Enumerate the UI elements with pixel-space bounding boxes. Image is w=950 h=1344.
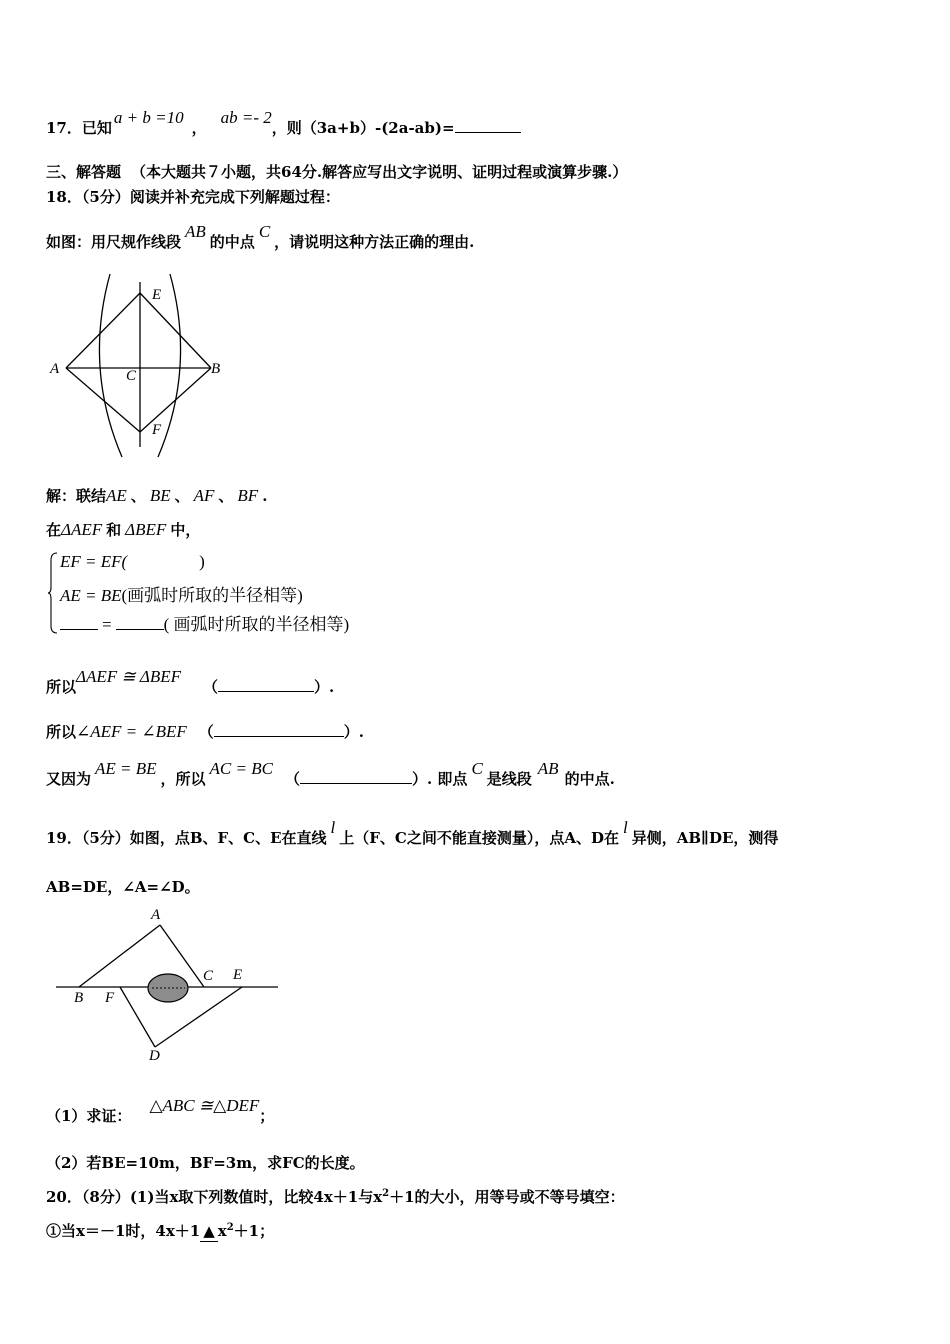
answer-blank[interactable] <box>60 615 98 630</box>
system-row-2: AE = BE(画弧时所取的半径相等) <box>60 586 303 605</box>
arc-from-b <box>99 274 122 457</box>
q18-conclusion-3: 又因为AE = BE，所以AC = BC（ ）. 即点C是线段AB的中点. <box>46 759 615 788</box>
q17-line: 17．已知a + b =10，ab =- 2，则（3a+b）-(2a-ab)= <box>46 116 521 138</box>
question-number: 20． <box>46 1188 82 1206</box>
q19-text-2: AB=DE，∠A=∠D。 <box>46 878 200 896</box>
q18-solution-start: 解：联结AE 、 BE 、 AF 、 BF . <box>46 486 268 505</box>
q18-triangles: 在ΔAEF 和 ΔBEF 中， <box>46 520 201 539</box>
question-number: 19． <box>46 829 82 847</box>
q18-conclusion-2: 所以∠AEF = ∠BEF （ ）. <box>46 722 365 741</box>
q18-title: 18．（5分）阅读并补充完成下列解题过程： <box>46 188 340 206</box>
section-heading: 三、解答题 （本大题共７小题，共64分.解答应写出文字说明、证明过程或演算步骤.） <box>46 163 628 181</box>
label-e: E <box>152 287 162 303</box>
q20-text: 20．（8分）(1)当x取下列数值时，比较4x＋1与$x^2+1$的大小，用等号或不等号填空： <box>46 1188 625 1206</box>
q19-part-2: （2）若BE=10m，BF=3m，求FC的长度。 <box>46 1154 365 1172</box>
q20-item-1: ①当x＝－1时，4x＋1 ▲ $x^2+1$； <box>46 1222 275 1240</box>
left-brace <box>48 552 58 634</box>
answer-blank[interactable] <box>218 675 314 692</box>
question-number: 17． <box>46 119 82 137</box>
label-c: C <box>203 968 214 984</box>
label-b: B <box>74 990 84 1006</box>
midpoint-construction-figure <box>44 272 234 462</box>
q19-part-1: （1）求证：△ABC ≅△DEF； <box>46 1096 275 1125</box>
comparison-blank[interactable]: ▲ <box>200 1221 218 1242</box>
label-d: D <box>149 1048 160 1064</box>
math-expression: ab =- 2 <box>220 108 272 127</box>
system-row-3: = ( 画弧时所取的半径相等) <box>60 610 349 635</box>
label-a: A <box>50 361 60 377</box>
answer-blank[interactable] <box>300 767 412 784</box>
label-c: C <box>126 368 137 384</box>
label-f: F <box>152 422 162 438</box>
answer-blank[interactable] <box>455 116 521 133</box>
answer-blank[interactable] <box>214 720 344 737</box>
segment-ab <box>79 925 160 987</box>
q18-conclusion-1: 所以ΔAEF ≅ ΔBEF（ ）. <box>46 667 335 696</box>
system-row-1: EF = EF( ) <box>60 552 205 571</box>
label-e: E <box>233 967 243 983</box>
answer-blank[interactable] <box>116 615 164 630</box>
math-expression: a + b =10 <box>113 108 184 127</box>
label-f: F <box>105 990 115 1006</box>
label-b: B <box>211 361 221 377</box>
q19-text-1: 19．（5分）如图，点B、F、C、E在直线l上（F、C之间不能直接测量），点A、D在l异侧，AB∥DE，测得 <box>46 818 779 847</box>
q18-description: 如图：用尺规作线段AB的中点C，请说明这种方法正确的理由. <box>46 222 475 251</box>
question-number: 18． <box>46 188 82 206</box>
arc-from-a <box>158 274 181 457</box>
segment-be <box>140 293 211 368</box>
label-a: A <box>151 907 161 923</box>
segment-fd <box>120 987 155 1047</box>
parallel-triangles-figure <box>52 905 284 1065</box>
